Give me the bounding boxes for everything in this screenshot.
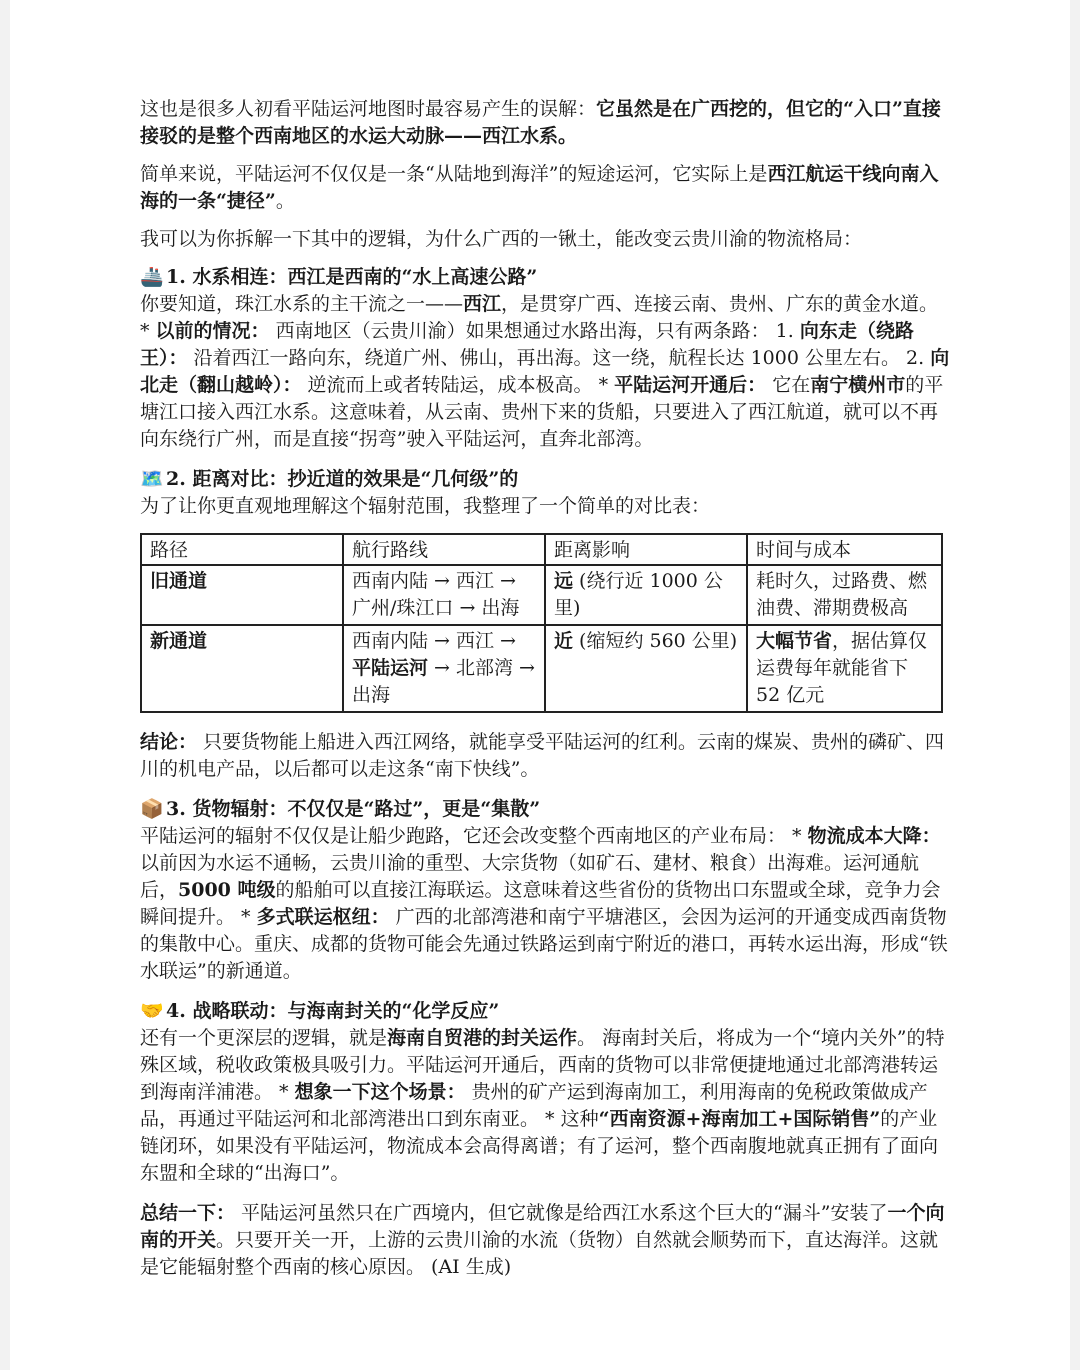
- section-cargo: [140, 796, 952, 985]
- intro-paragraph-1: 这也是很多人初看平陆运河地图时最容易产生的误解：它虽然是在广西挖的，但它的“入口”直接接驳的是整个西南地区的水运大动脉——西江水系。: [140, 98, 941, 147]
- table-cell: 西南内陆 → 西江 → 平陆运河 → 北部湾 → 出海: [343, 625, 545, 712]
- section-strategy: [140, 998, 952, 1187]
- article-body: [140, 96, 952, 1292]
- table-row: [141, 625, 942, 712]
- table-cell: 近 (缩短约 560 公里): [545, 625, 747, 712]
- table-header: 距离影响: [545, 534, 747, 565]
- summary-paragraph: 总结一下： 平陆运河虽然只在广西境内，但它就像是给西江水系这个巨大的“漏斗”安装了一个向南的开关。只要开关一开，上游的云贵川渝的水流（货物）自然就会顺势而下，直达海洋。这就是它能辐射整个西南的核心原因。 (AI 生成): [140, 1202, 945, 1278]
- section-2-heading: 🗺️ 2. 距离对比：抄近道的效果是“几何级”的: [140, 466, 952, 493]
- table-cell: 新通道: [141, 625, 343, 712]
- ship-icon: 🚢: [140, 266, 164, 288]
- document-page: [10, 0, 1070, 1370]
- section-distance: [140, 466, 952, 783]
- table-header: 路径: [141, 534, 343, 565]
- table-header: 航行路线: [343, 534, 545, 565]
- intro-paragraph-3: 我可以为你拆解一下其中的逻辑，为什么广西的一锹土，能改变云贵川渝的物流格局：: [140, 228, 863, 250]
- table-cell: 旧通道: [141, 565, 343, 625]
- table-row: [141, 565, 942, 625]
- section-1-body: 你要知道，珠江水系的主干流之一——西江，是贯穿广西、连接云南、贵州、广东的黄金水道。 * 以前的情况： 西南地区（云贵川渝）如果想通过水路出海，只有两条路： 1. 向东走（绕路王）： 沿着西江一路向东，绕道广州、佛山，再出海。这一绕，航程长达 1000 公里左右。 2. 向北走（翻山越岭）： 逆流而上或者转陆运，成本极高。 * 平陆运河开通后： 它在南宁横州市的平塘江口接入西江水系。这意味着，从云南、贵州下来的货船，只要进入了西江航道，就可以不再向东绕行广州，而是直接“拐弯”驶入平陆运河，直奔北部湾。: [140, 293, 950, 450]
- section-3-heading: 📦 3. 货物辐射：不仅仅是“路过”，更是“集散”: [140, 796, 952, 823]
- section-4-heading: 🤝 4. 战略联动：与海南封关的“化学反应”: [140, 998, 952, 1025]
- section-water-system: [140, 264, 952, 453]
- table-header: 时间与成本: [747, 534, 942, 565]
- table-cell: 远 (绕行近 1000 公里): [545, 565, 747, 625]
- comparison-table: [140, 533, 943, 713]
- section-4-body: 还有一个更深层的逻辑，就是海南自贸港的封关运作。 海南封关后，将成为一个“境内关外”的特殊区域，税收政策极具吸引力。平陆运河开通后，西南的货物可以非常便捷地通过北部湾港转运到海南洋浦港。 * 想象一下这个场景： 贵州的矿产运到海南加工，利用海南的免税政策做成产品，再通过平陆运河和北部湾港出口到东南亚。 * 这种“西南资源+海南加工+国际销售”的产业链闭环，如果没有平陆运河，物流成本会高得离谱；有了运河，整个西南腹地就真正拥有了面向东盟和全球的“出海口”。: [140, 1027, 945, 1184]
- conclusion-paragraph: 结论： 只要货物能上船进入西江网络，就能享受平陆运河的红利。云南的煤炭、贵州的磷矿、四川的机电产品，以后都可以走这条“南下快线”。: [140, 731, 945, 780]
- handshake-icon: 🤝: [140, 1000, 164, 1022]
- table-cell: 大幅节省，据估算仅运费每年就能省下 52 亿元: [747, 625, 942, 712]
- section-1-heading: 🚢 1. 水系相连：西江是西南的“水上高速公路”: [140, 264, 952, 291]
- intro-paragraph-2: 简单来说，平陆运河不仅仅是一条“从陆地到海洋”的短途运河，它实际上是西江航运干线向南入海的一条“捷径”。: [140, 163, 939, 212]
- table-header-row: [141, 534, 942, 565]
- table-cell: 西南内陆 → 西江 → 广州/珠江口 → 出海: [343, 565, 545, 625]
- package-icon: 📦: [140, 798, 164, 820]
- section-3-body: 平陆运河的辐射不仅仅是让船少跑路，它还会改变整个西南地区的产业布局： * 物流成本大降： 以前因为水运不通畅，云贵川渝的重型、大宗货物（如矿石、建材、粮食）出海难。运河通航后，5000 吨级的船舶可以直接江海联运。这意味着这些省份的货物出口东盟或全球，竞争力会瞬间提升。 * 多式联运枢纽： 广西的北部湾港和南宁平塘港区，会因为运河的开通变成西南货物的集散中心。重庆、成都的货物可能会先通过铁路运到南宁附近的港口，再转水运出海，形成“铁水联运”的新通道。: [140, 825, 948, 982]
- section-2-desc: 为了让你更直观地理解这个辐射范围，我整理了一个简单的对比表：: [140, 495, 711, 517]
- map-icon: 🗺️: [140, 468, 164, 490]
- table-cell: 耗时久，过路费、燃油费、滞期费极高: [747, 565, 942, 625]
